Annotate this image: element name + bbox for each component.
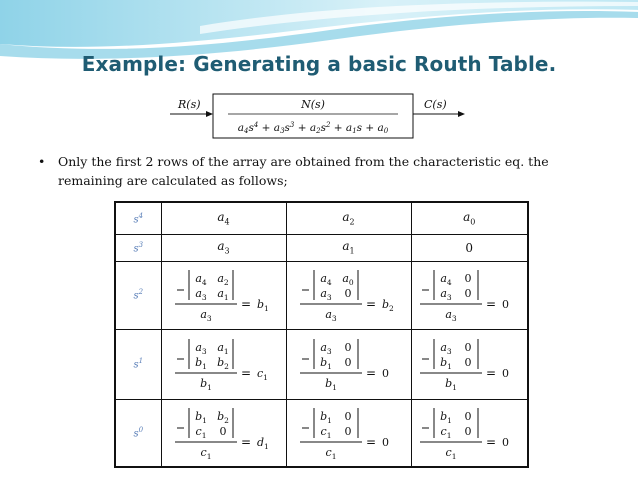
denominator-entry: $a_3$ (199, 308, 212, 323)
table-row-s2 (115, 261, 528, 329)
row-label-s0: $s^0$ (115, 399, 161, 467)
equals-sign: = (365, 434, 376, 449)
determinant-expression (294, 335, 404, 393)
matrix-entry: $b_2$ (216, 409, 229, 425)
determinant-expression (294, 266, 404, 324)
table-row-s1 (115, 329, 528, 399)
cell-s1-2 (286, 329, 411, 399)
matrix-entry: $c_1$ (320, 424, 331, 440)
cell-s4-1: $a_4$ (161, 202, 286, 234)
result-entry: $c_1$ (256, 367, 268, 382)
matrix-entry: $a_3$ (194, 287, 207, 302)
cell-s3-2: $a_1$ (286, 234, 411, 261)
matrix-entry: $a_2$ (216, 272, 229, 287)
denominator-entry: $b_1$ (199, 377, 212, 392)
matrix-entry: $a_4$ (319, 272, 332, 287)
matrix-entry: 0 (344, 341, 351, 354)
input-arrow-head (206, 111, 213, 117)
result-entry: $b_1$ (256, 298, 269, 313)
cell-s2-2 (286, 261, 411, 329)
matrix-entry: 0 (219, 424, 226, 438)
matrix-entry: $c_1$ (440, 424, 452, 440)
determinant-expression (414, 266, 524, 324)
matrix-entry: $a_3$ (319, 287, 332, 302)
cell-s0-2 (286, 399, 411, 467)
equals-sign: = (365, 297, 376, 311)
matrix-entry: $a_3$ (440, 287, 452, 302)
row-label-s1: $s^1$ (115, 329, 161, 399)
matrix-entry: $b_1$ (440, 409, 453, 425)
cell-s4-2: $a_2$ (286, 202, 411, 234)
bullet-marker: • (38, 154, 46, 169)
output-arrow-head (458, 111, 465, 117)
matrix-entry: $b_2$ (216, 356, 229, 371)
result-entry: $d_1$ (256, 435, 269, 451)
cell-s0-3 (411, 399, 528, 467)
cell-s0-1 (161, 399, 286, 467)
input-label: R(s) (178, 98, 201, 111)
denominator-entry: $a_3$ (445, 308, 457, 323)
matrix-entry: $b_1$ (194, 409, 207, 425)
result-entry: 0 (502, 367, 510, 380)
table-row-s0 (115, 399, 528, 467)
matrix-entry: 0 (344, 356, 351, 369)
matrix-entry: 0 (464, 287, 472, 300)
denominator-entry: $c_1$ (325, 445, 336, 461)
matrix-entry: $a_4$ (194, 272, 207, 287)
table-row-s4 (115, 202, 528, 234)
determinant-expression (169, 335, 279, 393)
cell-s2-1 (161, 261, 286, 329)
slide-title: Example: Generating a basic Routh Table. (81, 52, 557, 76)
bullet-text: Only the first 2 rows of the array are obtained from the characteristic eq. the remaining are calculated as follows; (58, 154, 549, 188)
routh-table (114, 201, 529, 468)
row-label-s3: $s^3$ (115, 234, 161, 261)
equals-sign: = (240, 366, 251, 380)
equals-sign: = (240, 297, 251, 311)
equals-sign: = (365, 366, 376, 380)
row-label-s2: $s^2$ (115, 261, 161, 329)
denominator-entry: $b_1$ (324, 377, 337, 392)
cell-s3-3: 0 (411, 234, 528, 261)
block-diagram (168, 88, 468, 144)
numerator: N(s) (301, 98, 325, 111)
denominator-entry: $c_1$ (200, 445, 211, 461)
cell-s1-3 (411, 329, 528, 399)
matrix-entry: 0 (344, 287, 351, 300)
matrix-entry: 0 (464, 424, 472, 438)
matrix-entry: 0 (344, 409, 351, 423)
determinant-expression (414, 404, 524, 462)
result-entry: $b_2$ (381, 298, 394, 313)
output-label: C(s) (424, 98, 447, 111)
matrix-entry: $b_1$ (440, 356, 453, 371)
equals-sign: = (486, 297, 497, 311)
denominator-entry: $b_1$ (445, 377, 458, 392)
result-entry: 0 (381, 367, 389, 380)
matrix-entry: $a_1$ (216, 341, 229, 356)
equals-sign: = (486, 366, 497, 380)
result-entry: 0 (381, 435, 389, 449)
matrix-entry: $b_1$ (319, 409, 332, 425)
determinant-expression (169, 266, 279, 324)
result-entry: 0 (502, 298, 510, 311)
matrix-entry: $a_3$ (319, 341, 332, 356)
matrix-entry: 0 (344, 424, 351, 438)
matrix-entry: $a_0$ (341, 272, 354, 287)
denominator-entry: $a_3$ (324, 308, 337, 323)
table-row-s3 (115, 234, 528, 261)
row-label-s4: $s^4$ (115, 202, 161, 234)
matrix-entry: $b_1$ (194, 356, 207, 371)
cell-s2-3 (411, 261, 528, 329)
matrix-entry: 0 (464, 409, 472, 423)
equals-sign: = (486, 434, 497, 449)
matrix-entry: 0 (464, 356, 472, 369)
equals-sign: = (240, 434, 251, 449)
matrix-entry: $a_3$ (194, 341, 207, 356)
matrix-entry: 0 (464, 272, 472, 285)
determinant-expression (169, 404, 279, 462)
denominator-entry: $c_1$ (445, 445, 457, 461)
denominator: $a4s^4 + a3s^3 + a2s^2 + a1s + a0$ (237, 121, 389, 135)
determinant-expression (414, 335, 524, 393)
matrix-entry: $a_4$ (440, 272, 452, 287)
matrix-entry: $a_3$ (440, 341, 452, 356)
matrix-entry: 0 (464, 341, 472, 354)
cell-s3-1: $a_3$ (161, 234, 286, 261)
determinant-expression (294, 404, 404, 462)
matrix-entry: $b_1$ (319, 356, 332, 371)
cell-s1-1 (161, 329, 286, 399)
cell-s4-3: $a_0$ (411, 202, 528, 234)
matrix-entry: $c_1$ (195, 424, 206, 440)
result-entry: 0 (502, 435, 510, 449)
matrix-entry: $a_1$ (216, 287, 229, 302)
